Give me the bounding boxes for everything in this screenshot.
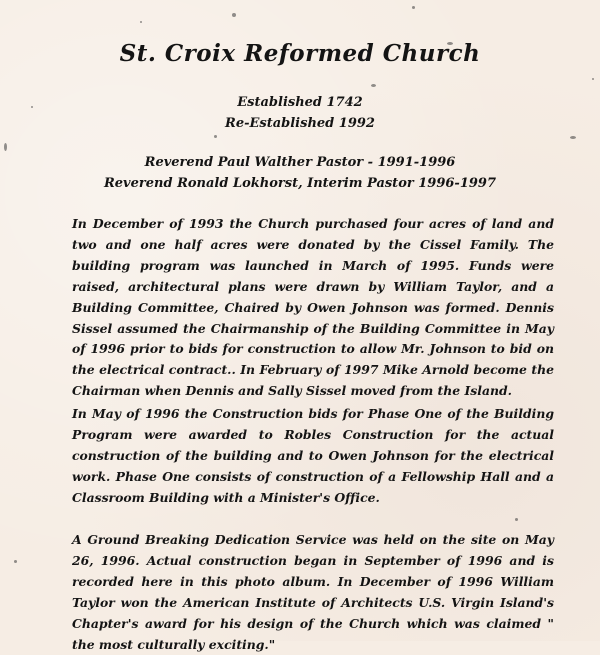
speck-mark xyxy=(140,21,142,23)
history-paragraph-3: A Ground Breaking Dedication Service was held on the site on May 26, 1996. Actual construction began in September of 1996 and is recorded here in this photo album. In December of 1996 William Taylor won the American Institute of Architects U.S. Virgin Island's Chapter's award for his design of the Church which was claimed " the most culturally exciting." xyxy=(72,532,554,652)
pastor-line-2: Reverend Ronald Lokhorst, Interim Pastor 1996-1997 xyxy=(103,176,496,191)
speck-mark xyxy=(14,560,17,563)
history-paragraph-2: In May of 1996 the Construction bids for Phase One of the Building Program were awarded to Robles Construction for the actual construction of the building and to Owen Johnson for the electrical work. Phase One consists of construction of a Fellowship Hall and a Classroom Building with a Minister's Office. xyxy=(72,406,554,505)
speck-mark xyxy=(570,136,576,139)
church-title: St. Croix Reformed Church xyxy=(119,40,481,67)
history-paragraph-1: In December of 1993 the Church purchased four acres of land and two and one half acres were donated by the Cissel Family. The building program was launched in March of 1995. Funds were raised, architectural plans were drawn by William Taylor, and a Building Committee, Chaired by Owen Johnson was formed. Dennis Sissel assumed the Chairmanship of the Building Committee in May of 1996 prior to bids for construction to allow Mr. Johnson to bid on the electrical contract.. In February of 1997 Mike Arnold become the Chairman when Dennis and Sally Sissel moved from the Island. xyxy=(72,216,554,399)
established-line: Established 1742 xyxy=(237,95,363,110)
speck-mark xyxy=(592,78,594,80)
pastor-line-1: Reverend Paul Walther Pastor - 1991-1996 xyxy=(144,155,456,170)
speck-mark xyxy=(412,6,415,9)
speck-mark xyxy=(515,518,518,521)
speck-mark xyxy=(232,13,236,17)
speck-mark xyxy=(214,135,217,138)
speck-mark xyxy=(4,143,7,151)
re-established-line: Re-Established 1992 xyxy=(225,116,375,131)
speck-mark xyxy=(371,84,376,87)
